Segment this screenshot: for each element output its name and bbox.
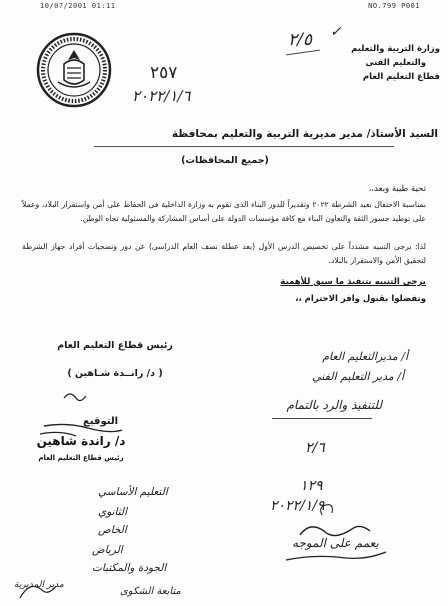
signature-label: التوقيع bbox=[83, 416, 118, 427]
body-paragraph-1: بمناسبة الاحتفال بعيد الشرطة ٢٠٢٢ وتقديراً للدور البناء الذى تقوم به وزارة الداخلية فى الحفاظ على أمن واستقرار البلاد، وعملاً على توطيد جسور الثقة والتعاون البناء مع كافة مؤسسات الدولة على أساس المشاركة والمسئولية تجاه الوطن. bbox=[22, 200, 426, 223]
handwritten-bottom-corner: مدير المديرية bbox=[14, 580, 64, 590]
greeting: تحية طيبة وبعد،، bbox=[368, 184, 426, 194]
instruction: يرجى التنبيه بتنفيذ ما سبق للأهمية bbox=[280, 277, 426, 287]
top-handwritten-tick: ✓ bbox=[330, 24, 342, 40]
fax-header-right: NO.799 P001 bbox=[368, 2, 420, 10]
handwritten-bottom-left: متابعة الشكوى bbox=[120, 586, 181, 597]
handwritten-date-1: ٢/٦ bbox=[305, 440, 325, 456]
stamp-name: د/ راندة شاهين bbox=[36, 434, 126, 448]
head-title: رئيس قطاع التعليم العام bbox=[57, 340, 173, 351]
dist-item-1: التعليم الأساسي bbox=[98, 486, 168, 498]
governorates: (جميع المحافظات) bbox=[181, 155, 269, 166]
addressee: السيد الأستاذ/ مدير مديرية التربية والتعليم بمحافظة bbox=[171, 128, 438, 140]
dist-item-5: الجودة والمكتبات bbox=[92, 562, 167, 574]
dist-item-3: الخاص bbox=[98, 524, 127, 536]
reference-number: ٢٥٧ bbox=[150, 63, 178, 83]
handwritten-right-1: أ/ مديرالتعليم العام bbox=[322, 350, 408, 363]
handwritten-right-2: أ/ مدير التعليم الفني bbox=[312, 370, 404, 383]
reference-date: ٢٠٢٢/١/٦ bbox=[132, 87, 191, 105]
dist-item-2: الثانوي bbox=[98, 506, 128, 518]
top-handwritten-date: ٢/٥ bbox=[288, 30, 312, 50]
ministry-line2: والتعليم الفنى bbox=[365, 58, 426, 68]
closing: وتفضلوا بقبول وافر الاحترام ،، bbox=[295, 294, 426, 304]
stamp-title: رئيس قطاع التعليم العام bbox=[38, 454, 124, 462]
dist-item-4: الرياض bbox=[92, 544, 123, 556]
body-paragraph-2: لذا: يرجى التنبيه مشدداً على تخصيص الدرس الأول (بعد عطلة نصف العام الدراسى) عن دور وتضحيات أفراد جهاز الشرطة لتحقيق الأمن والاستقرار بالبلاد. bbox=[22, 242, 426, 265]
handwritten-number: ١٢٩ bbox=[300, 478, 323, 494]
fax-header-left: 10/07/2001 01:11 bbox=[40, 2, 116, 10]
ministry-line3: قطاع التعليم العام bbox=[362, 72, 440, 82]
head-name: ( د/ رانــدة شـاهين ) bbox=[67, 368, 163, 379]
handwritten-bottom-right: يعمم على الموجه bbox=[292, 536, 379, 550]
ministry-line1: وزارة التربية والتعليم bbox=[351, 44, 440, 54]
handwritten-right-3: للتنفيذ والرد بالتمام bbox=[286, 398, 382, 412]
handwritten-date-2: ٢٠٢٢/١/٩ bbox=[270, 498, 325, 514]
